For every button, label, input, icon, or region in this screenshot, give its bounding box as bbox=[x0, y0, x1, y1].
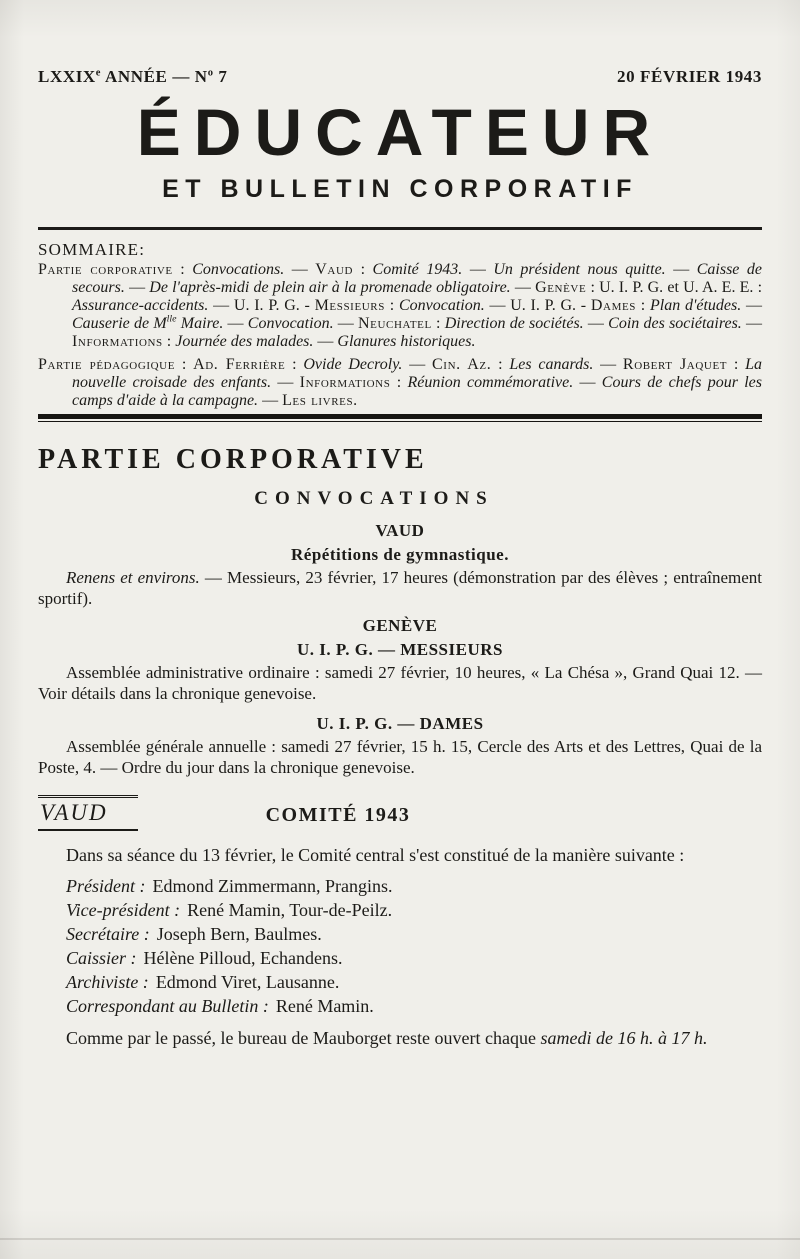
vaud-heading: VAUD bbox=[375, 520, 425, 540]
journal-title: ÉDUCATEUR bbox=[136, 95, 664, 169]
member-role: Caissier : bbox=[66, 947, 137, 968]
list-item bbox=[66, 994, 762, 1018]
masthead bbox=[38, 0, 762, 204]
sommaire-paragraph-pedagogique: Partie pédagogique : Ad. Ferrière : Ovide Decroly. — Cin. Az. : Les canards. — Robert Jaquet : La nouvelle croisade des enfants. — Informations : Réunion commémorative. — Cours de chefs pour les camps d'aide à la campagne. — Les livres. bbox=[38, 355, 763, 409]
list-item bbox=[66, 874, 762, 898]
rule-thick bbox=[38, 414, 762, 419]
page-bottom-edge bbox=[0, 1238, 800, 1240]
comite-header bbox=[38, 795, 762, 837]
issue-date: 20 FÉVRIER 1943 bbox=[616, 67, 762, 86]
convocations-heading: CONVOCATIONS bbox=[254, 488, 494, 510]
member-role: Correspondant au Bulletin : bbox=[66, 995, 269, 1016]
committee-member-list bbox=[66, 874, 762, 1018]
list-item bbox=[66, 898, 762, 922]
comite-intro-paragraph: Dans sa séance du 13 février, le Comité central s'est constitué de la manière suivante : bbox=[66, 844, 685, 865]
issue-line bbox=[38, 0, 762, 87]
member-name: Hélène Pilloud, Echandens. bbox=[143, 947, 343, 968]
uipg-dames-heading: U. I. P. G. — DAMES bbox=[316, 713, 484, 733]
partie-corporative-section bbox=[38, 444, 762, 779]
uipg-messieurs-heading: U. I. P. G. — MESSIEURS bbox=[297, 639, 503, 659]
list-item bbox=[66, 970, 762, 994]
member-name: Edmond Zimmermann, Prangins. bbox=[152, 875, 393, 896]
member-role: Président : bbox=[66, 875, 146, 896]
comite-closing-paragraph: Comme par le passé, le bureau de Mauborget reste ouvert chaque samedi de 16 h. à 17 h. bbox=[66, 1027, 708, 1048]
gymnastique-heading: Répétitions de gymnastique. bbox=[291, 544, 509, 564]
geneve-heading: GENÈVE bbox=[362, 615, 438, 635]
sommaire-section bbox=[38, 240, 762, 410]
rule-thin bbox=[38, 421, 762, 422]
comite-1943-section bbox=[38, 795, 762, 1050]
comite-1943-heading: COMITÉ 1943 bbox=[265, 803, 411, 826]
sommaire-paragraph-corporative: Partie corporative : Convocations. — Vaud : Comité 1943. — Un président nous quitte. — Caisse de secours. — De l'après-midi de plein air à la promenade obligatoire. — Genève : U. I. P. G. et U. A. E. E. : Assurance-accidents. — U. I. P. G. - Messieurs : Convocation. — U. I. P. G. - Dames : Plan d'études. — Causerie de $M^{lle}$ Maire. — Convocation. — Neuchatel : Direction de sociétés. — Coin des sociétaires. — Informations : Journée des malades. — Glanures historiques. bbox=[38, 260, 763, 350]
masthead-rule bbox=[38, 227, 762, 230]
dames-paragraph: Assemblée générale annuelle : samedi 27 février, 15 h. 15, Cercle des Arts et des Lettres, Quai de la Poste, 4. — Ordre du jour dans la chronique genevoise. bbox=[38, 736, 762, 778]
member-role: Secrétaire : bbox=[66, 923, 150, 944]
sommaire-bottom-rule bbox=[38, 414, 762, 422]
list-item bbox=[66, 922, 762, 946]
renens-paragraph: Renens et environs. — Messieurs, 23 février, 17 heures (démonstration par des élèves ; entraînement sportif). bbox=[38, 567, 762, 609]
journal-subtitle: ET BULLETIN CORPORATIF bbox=[162, 175, 638, 203]
partie-corporative-heading: PARTIE CORPORATIVE bbox=[38, 443, 428, 475]
sommaire-label: SOMMAIRE: bbox=[38, 239, 146, 259]
member-role: Archiviste : bbox=[66, 971, 149, 992]
issue-number: LXXIXe ANNÉE — $N^o$ 7 bbox=[38, 67, 228, 86]
member-role: Vice-président : bbox=[66, 899, 181, 920]
member-name: Joseph Bern, Baulmes. bbox=[156, 923, 322, 944]
messieurs-paragraph: Assemblée administrative ordinaire : samedi 27 février, 10 heures, « La Chésa », Grand Quai 12. — Voir détails dans la chronique genevoise. bbox=[38, 662, 762, 704]
member-name: René Mamin. bbox=[275, 995, 374, 1016]
vaud-section-label: VAUD bbox=[38, 795, 138, 832]
member-name: Edmond Viret, Lausanne. bbox=[155, 971, 340, 992]
list-item bbox=[66, 946, 762, 970]
member-name: René Mamin, Tour-de-Peilz. bbox=[187, 899, 393, 920]
